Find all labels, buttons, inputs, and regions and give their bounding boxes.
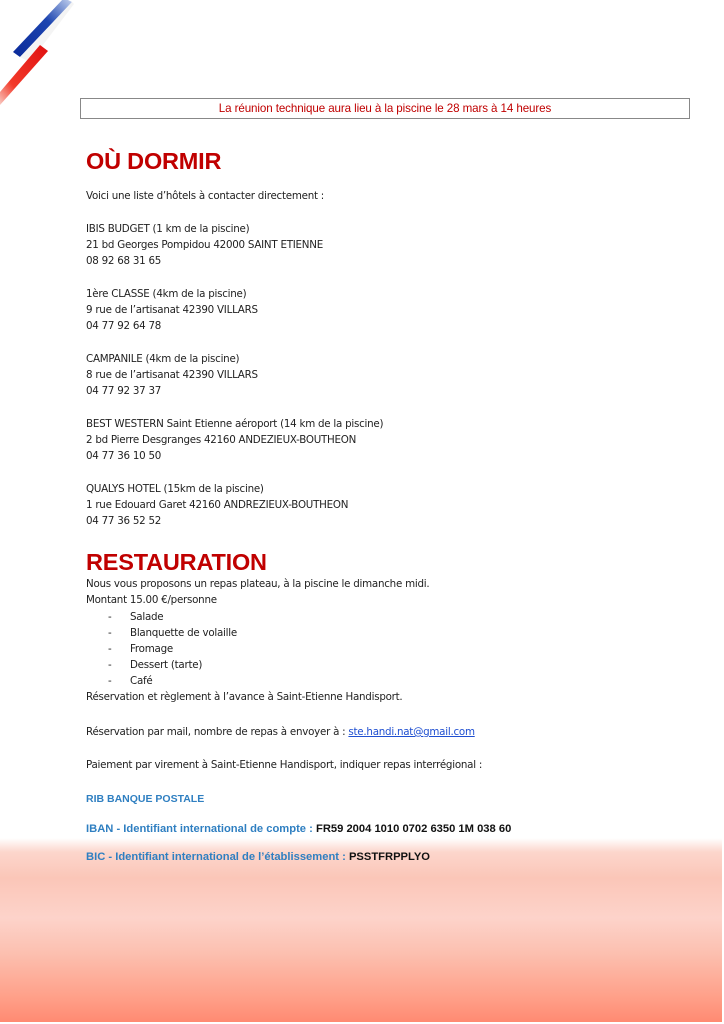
meeting-notice-text: La réunion technique aura lieu à la piscine le 28 mars à 14 heures [218,102,552,115]
catering-heading: RESTAURATION [86,549,267,575]
hotel-phone: 04 77 92 37 37 [86,385,162,397]
tricolor-flag-logo [0,0,80,120]
iban-value: FR59 2004 1010 0702 6350 1M 038 60 [315,823,512,835]
hotel-address: 1 rue Edouard Garet 42160 ANDREZIEUX-BOUTHEON [86,499,349,511]
bullet-marker: - [108,659,112,671]
hotel-address: 21 bd Georges Pompidou 42000 SAINT ETIENNE [86,239,323,251]
hotel-name: BEST WESTERN Saint Etienne aéroport (14 km de la piscine) [86,418,384,430]
flag-white-stripe [20,2,74,62]
booking-note: Réservation et règlement à l’avance à Saint-Etienne Handisport. [86,691,403,703]
email-instruction [86,727,475,737]
menu-item: Blanquette de volaille [130,627,237,639]
bullet-marker: - [108,675,112,687]
bullet-marker: - [108,643,112,655]
rib-title: RIB BANQUE POSTALE [86,793,205,805]
catering-price: Montant 15.00 €/personne [86,594,217,606]
email-link[interactable]: ste.handi.nat@gmail.com [348,726,475,738]
menu-item: Café [130,675,153,687]
hotel-name: IBIS BUDGET (1 km de la piscine) [86,223,250,235]
bullet-marker: - [108,627,112,639]
menu-item: Dessert (tarte) [130,659,203,671]
hotel-phone: 04 77 36 52 52 [86,515,162,527]
bic-line [86,852,430,863]
catering-intro: Nous vous proposons un repas plateau, à la piscine le dimanche midi. [86,578,430,590]
lodging-heading: OÙ DORMIR [86,148,222,174]
email-instruction-text: Réservation par mail, nombre de repas à envoyer à : [86,726,349,738]
meeting-notice-box [80,98,690,119]
payment-note: Paiement par virement à Saint-Etienne Handisport, indiquer repas interrégional : [86,759,483,771]
bic-label: BIC - Identifiant international de l’établissement : [86,851,349,863]
hotel-phone: 04 77 92 64 78 [86,320,162,332]
hotel-phone: 08 92 68 31 65 [86,255,162,267]
hotel-name: 1ère CLASSE (4km de la piscine) [86,288,247,300]
menu-item: Salade [130,611,164,623]
hotel-name: CAMPANILE (4km de la piscine) [86,353,240,365]
menu-item: Fromage [130,643,173,655]
bottom-gradient-band [0,838,722,1022]
hotel-address: 8 rue de l’artisanat 42390 VILLARS [86,369,258,381]
iban-line [86,824,511,835]
hotel-address: 9 rue de l’artisanat 42390 VILLARS [86,304,258,316]
bullet-marker: - [108,611,112,623]
iban-label: IBAN - Identifiant international de compte : [86,823,316,835]
hotel-name: QUALYS HOTEL (15km de la piscine) [86,483,264,495]
hotel-phone: 04 77 36 10 50 [86,450,162,462]
lodging-intro: Voici une liste d’hôtels à contacter directement : [86,190,324,202]
hotel-address: 2 bd Pierre Desgranges 42160 ANDEZIEUX-BOUTHEON [86,434,357,446]
bic-value: PSSTFRPPLYO [348,851,430,863]
